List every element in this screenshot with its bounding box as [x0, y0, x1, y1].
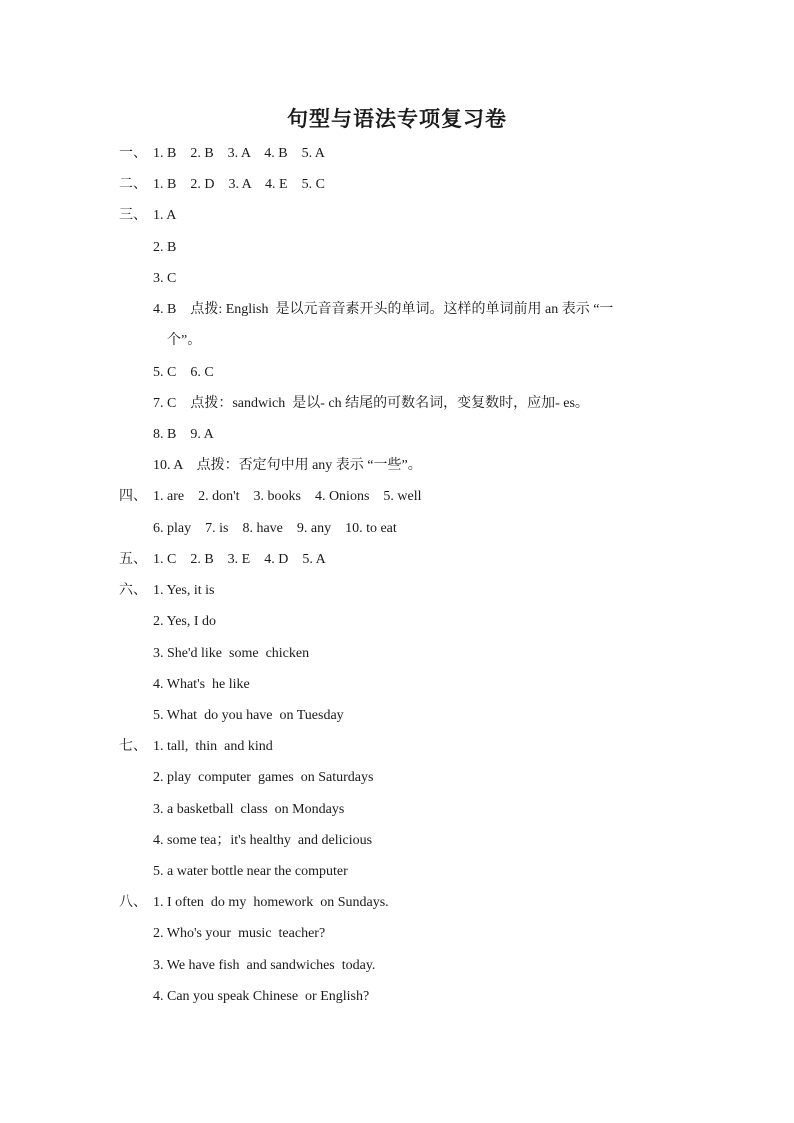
answer-3-4: 4. B 点拨: English 是以元音音素开头的单词。这样的单词前用 an 表示 “一 — [153, 302, 614, 317]
answer-3-8-9: 8. B 9. A — [153, 427, 214, 442]
answer-6-2: 2. Yes, I do — [153, 614, 217, 629]
page-title: 句型与语法专项复习卷 — [287, 106, 507, 131]
answer-3-2: 2. B — [153, 240, 177, 255]
section-5-label: 五、 — [119, 552, 147, 567]
answer-line-2: 1. B 2. D 3. A 4. E 5. C — [153, 177, 325, 192]
answer-3-10: 10. A 点拨：否定句中用 any 表示 “一些”。 — [153, 458, 422, 473]
section-3-label: 三、 — [119, 208, 147, 223]
section-7-label: 七、 — [119, 739, 147, 754]
section-8-label: 八、 — [119, 895, 147, 910]
answer-7-5: 5. a water bottle near the computer — [153, 864, 348, 879]
answer-4-6-10: 6. play 7. is 8. have 9. any 10. to eat — [153, 521, 397, 536]
answer-line-5: 1. C 2. B 3. E 4. D 5. A — [153, 552, 326, 567]
section-2-label: 二、 — [119, 177, 147, 192]
answer-7-4: 4. some tea；it's healthy and delicious — [153, 833, 373, 848]
answer-6-1: 1. Yes, it is — [153, 583, 215, 598]
answer-4-1-5: 1. are 2. don't 3. books 4. Onions 5. well — [153, 489, 422, 504]
answer-6-4: 4. What's he like — [153, 677, 250, 692]
answer-7-3: 3. a basketball class on Mondays — [153, 802, 345, 817]
section-4-label: 四、 — [119, 489, 147, 504]
answer-7-1: 1. tall, thin and kind — [153, 739, 273, 754]
answer-8-3: 3. We have fish and sandwiches today. — [153, 958, 376, 973]
answer-line-1: 1. B 2. B 3. A 4. B 5. A — [153, 146, 325, 161]
answer-3-5-6: 5. C 6. C — [153, 365, 214, 380]
section-6-label: 六、 — [119, 583, 147, 598]
answer-6-3: 3. She'd like some chicken — [153, 646, 310, 661]
answer-6-5: 5. What do you have on Tuesday — [153, 708, 344, 723]
section-1-label: 一、 — [119, 146, 147, 161]
answer-3-4-continued: 个”。 — [167, 333, 202, 348]
answer-8-4: 4. Can you speak Chinese or English? — [153, 989, 370, 1004]
answer-3-3: 3. C — [153, 271, 177, 286]
answer-3-1: 1. A — [153, 208, 177, 223]
answer-7-2: 2. play computer games on Saturdays — [153, 770, 374, 785]
answer-8-1: 1. I often do my homework on Sundays. — [153, 895, 389, 910]
answer-8-2: 2. Who's your music teacher? — [153, 926, 326, 941]
answer-3-7: 7. C 点拨：sandwich 是以- ch 结尾的可数名词，变复数时，应加- es。 — [153, 396, 589, 411]
